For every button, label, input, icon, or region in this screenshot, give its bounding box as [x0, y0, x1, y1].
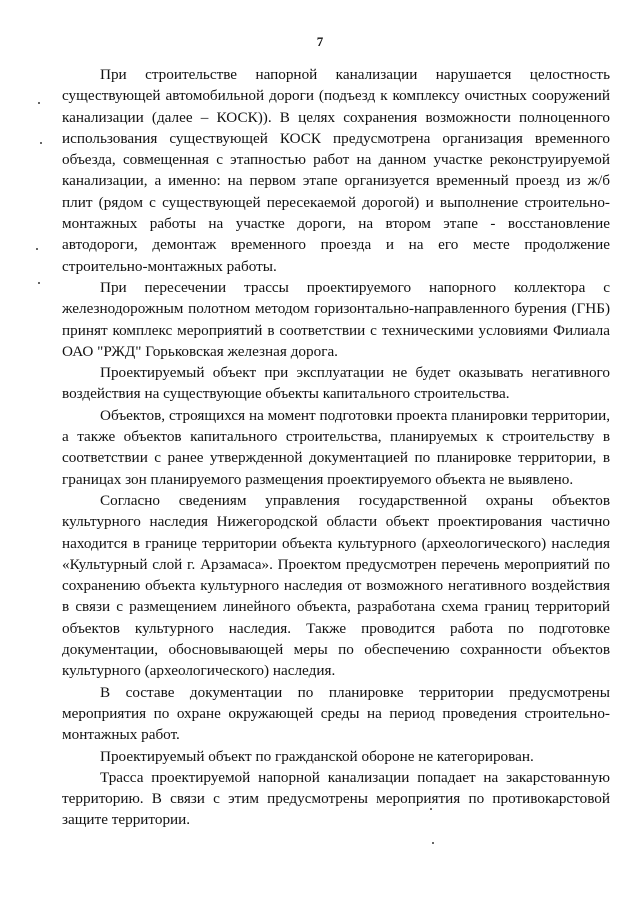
paragraph-cultural-heritage: Согласно сведениям управления государственной охраны объектов культурного наследия Нижегородской области объект проектирования частично находится в границе территории объекта культурного (археологического) наследия «Культурный слой г. Арзамаса». Проектом предусмотрен перечень мероприятий по сохранению объекта культурного наследия от возможного негативного воздействия в связи с размещением линейного объекта, разработана схема границ территорий объектов культурного наследия. Также проводится работа по подготовке документации, обосновывающей меры по обеспечению сохранности объектов культурного (археологического) наследия.: [62, 491, 610, 680]
scan-artifact: [40, 142, 42, 144]
paragraph-karst-protection: Трасса проектируемой напорной канализации попадает на закарстованную территорию. В связи с этим предусмотрены мероприятия по противокарстовой защите территории.: [62, 768, 610, 829]
paragraph-railway-crossing: При пересечении трассы проектируемого напорного коллектора с железнодорожным полотном методом горизонтально-направленного бурения (ГНБ) принят комплекс мероприятий в соответствии с техническими условиями Филиала ОАО "РЖД" Горьковская железная дорога.: [62, 278, 610, 360]
scan-artifact: [432, 842, 434, 844]
scan-artifact: [38, 282, 40, 284]
document-body: [62, 64, 610, 831]
page-number: 7: [316, 34, 324, 49]
scan-artifact: [430, 808, 432, 810]
paragraph-road-detour: При строительстве напорной канализации нарушается целостность существующей автомобильной дороги (подъезд к комплексу очистных сооружений канализации (далее – КОСК)). В целях сохранения возможности полноценного использования существующей КОСК предусмотрена организация временного объезда, совмещенная с этапностью работ на данном участке реконструируемой канализации, а именно: на первом этапе организуется временный проезд из ж/б плит (рядом с существующей пересекаемой дорогой) и выполнение строительно-монтажных работы на участке дороги, на втором этапе - восстановление автодороги, демонтаж временного проезда и на его месте продолжение строительно-монтажных работы.: [62, 66, 610, 275]
paragraph-no-negative-impact: Проектируемый объект при эксплуатации не будет оказывать негативного воздействия на существующие объекты капитального строительства.: [62, 364, 610, 403]
scan-artifact: [38, 102, 40, 104]
paragraph-objects-under-construction: Объектов, строящихся на момент подготовки проекта планировки территории, а также объектов капитального строительства, планируемых к строительству в соответствии с ранее утвержденной документацией по планировке территории, в границах зон планируемого размещения проектируемого объекта не выявлено.: [62, 406, 610, 488]
paragraph-civil-defense: Проектируемый объект по гражданской обороне не категорирован.: [100, 747, 534, 765]
paragraph-environment-protection: В составе документации по планировке территории предусмотрены мероприятия по охране окружающей среды на период проведения строительно-монтажных работ.: [62, 683, 610, 744]
scan-artifact: [36, 248, 38, 250]
